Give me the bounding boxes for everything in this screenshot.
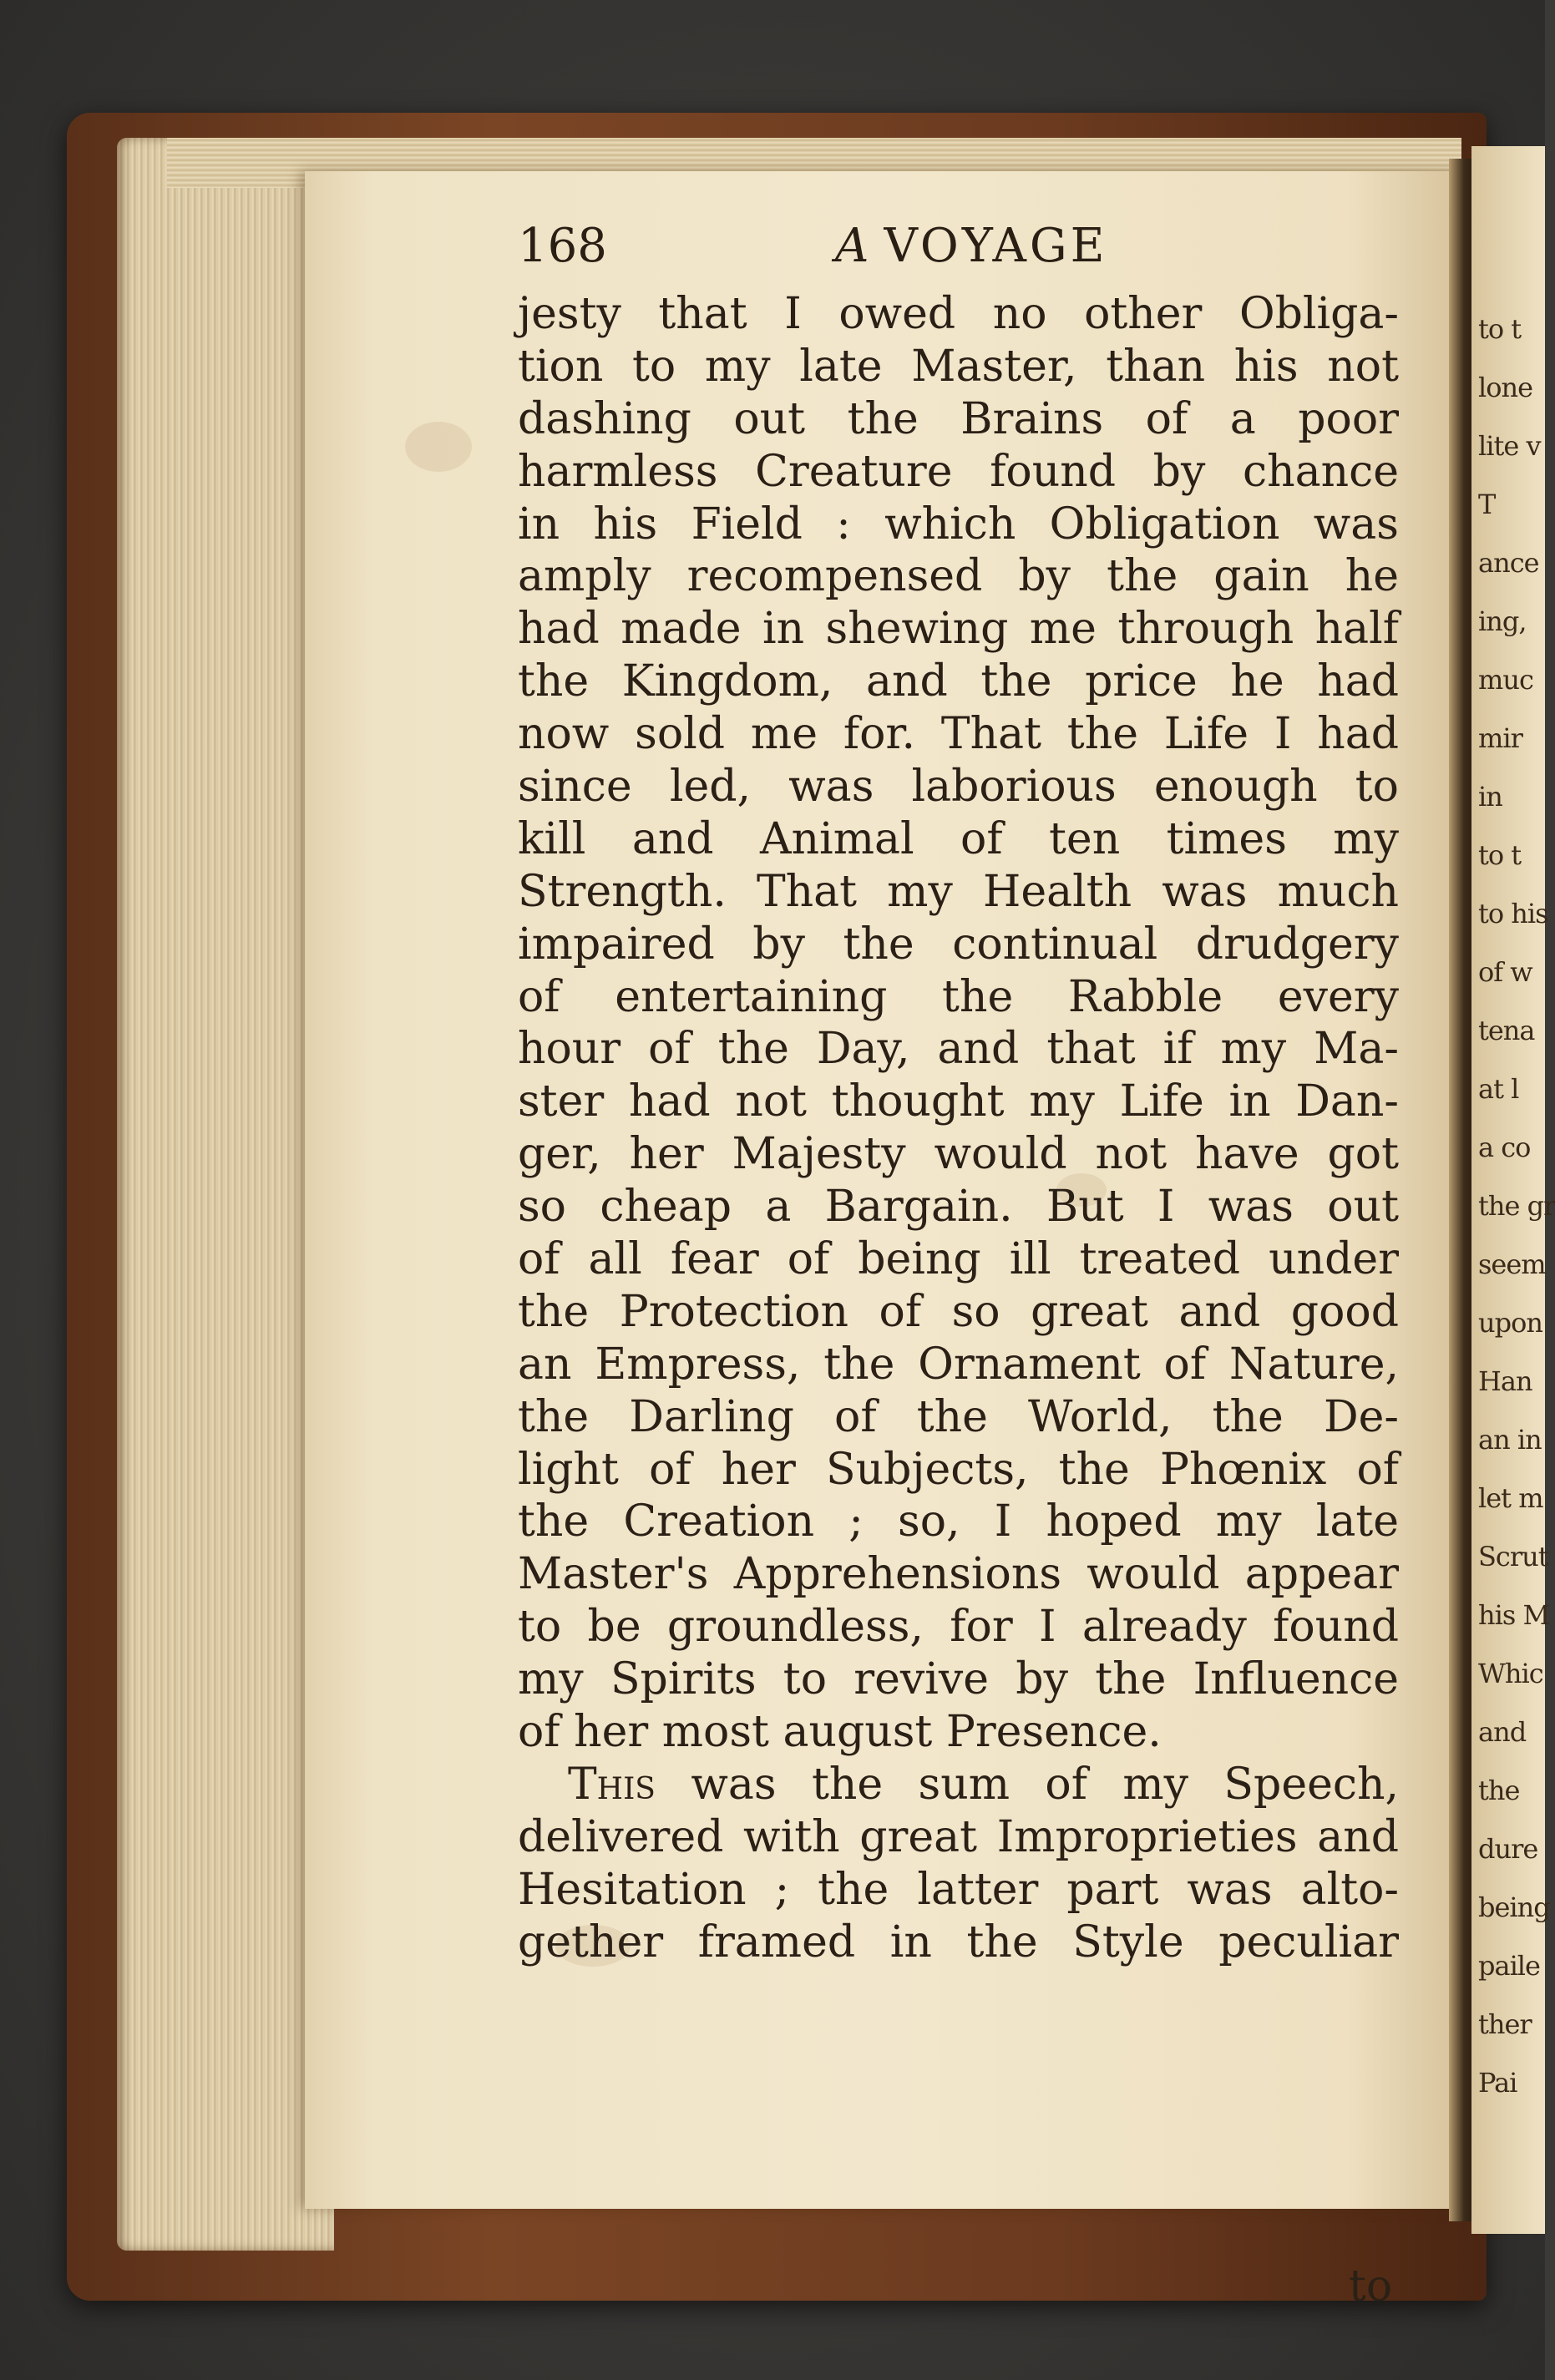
facing-fragment: Han	[1478, 1365, 1532, 1397]
text-line: Master's Apprehensions would appear	[518, 1549, 1399, 1600]
facing-page	[1471, 146, 1555, 2234]
text-line: to be groundless, for I already found	[518, 1602, 1399, 1653]
text-line: gether framed in the Style peculiar	[518, 1917, 1399, 1967]
facing-fragment: Pai	[1478, 2067, 1517, 2099]
facing-fragment: at l	[1478, 1073, 1519, 1105]
facing-fragment: dure	[1478, 1833, 1538, 1865]
gutter	[1449, 159, 1474, 2221]
facing-fragment: muc	[1478, 664, 1533, 696]
text-line: amply recompensed by the gain he	[518, 551, 1399, 602]
text-line: of all fear of being ill treated under	[518, 1234, 1399, 1285]
facing-fragment: seem	[1478, 1248, 1546, 1280]
text-line: the Creation ; so, I hoped my late	[518, 1496, 1399, 1547]
text-line: hour of the Day, and that if my Ma-	[518, 1024, 1399, 1075]
text-line: in his Field : which Obligation was	[518, 499, 1399, 549]
facing-fragment: being	[1478, 1891, 1550, 1923]
page-header	[518, 219, 1436, 294]
text-line: an Empress, the Ornament of Nature,	[518, 1339, 1399, 1390]
text-line: harmless Creature found by chance	[518, 446, 1399, 497]
text-line: the Kingdom, and the price he had	[518, 656, 1399, 707]
facing-fragment: to t	[1478, 839, 1522, 871]
facing-fragment: tena	[1478, 1015, 1535, 1046]
facing-fragment: the	[1478, 1775, 1520, 1806]
page-edges	[117, 138, 334, 2251]
facing-fragment: Whic	[1478, 1658, 1543, 1689]
text-line: light of her Subjects, the Phœnix of	[518, 1444, 1399, 1495]
text-line: of entertaining the Rabble every	[518, 971, 1399, 1022]
text-line: ster had not thought my Life in Dan-	[518, 1076, 1399, 1127]
text-line: kill and Animal of ten times my	[518, 813, 1399, 864]
text-line: dashing out the Brains of a poor	[518, 393, 1399, 444]
facing-fragment: T	[1478, 489, 1496, 520]
facing-fragment: of w	[1478, 956, 1532, 988]
para-initial-word: This	[568, 1759, 656, 1810]
page-number: 168	[518, 219, 607, 273]
catchword-text: to	[1349, 2261, 1393, 2312]
facing-fragment: in	[1478, 781, 1502, 813]
facing-fragment: lone	[1478, 372, 1533, 403]
text-line: my Spirits to revive by the Influence	[518, 1654, 1399, 1705]
facing-fragment: mir	[1478, 722, 1522, 754]
facing-fragment: to his	[1478, 898, 1548, 929]
text-line: the Darling of the World, the De-	[518, 1391, 1399, 1442]
text-line-rest: was the sum of my Speech,	[691, 1759, 1400, 1810]
body-text	[518, 288, 1399, 1969]
text-line: impaired by the continual drudgery	[518, 919, 1399, 970]
text-line: had made in shewing me through half	[518, 604, 1399, 655]
facing-fragment: the gr	[1478, 1190, 1555, 1222]
text-line: of her most august Presence.	[518, 1707, 1162, 1758]
facing-fragment: a co	[1478, 1132, 1531, 1163]
text-line: jesty that I owed no other Obliga-	[518, 289, 1399, 339]
text-line: delivered with great Improprieties and	[518, 1811, 1399, 1862]
facing-fragment: paile	[1478, 1950, 1540, 1982]
text-line: ger, her Majesty would not have got	[518, 1129, 1399, 1180]
text-line: so cheap a Bargain. But I was out	[518, 1182, 1399, 1233]
facing-fragment: let m	[1478, 1482, 1543, 1514]
text-line	[518, 1759, 1399, 1811]
facing-fragment: ing,	[1478, 605, 1527, 637]
facing-fragment: ance	[1478, 547, 1539, 579]
facing-fragment: Scrut	[1478, 1541, 1548, 1572]
text-line: now sold me for. That the Life I had	[518, 709, 1399, 760]
facing-fragment: to t	[1478, 313, 1522, 345]
text-line: tion to my late Master, than his not	[518, 341, 1399, 392]
text-line: Strength. That my Health was much	[518, 866, 1399, 917]
facing-fragment: his M	[1478, 1599, 1550, 1631]
facing-fragment: lite v	[1478, 430, 1541, 462]
facing-fragment: an in	[1478, 1424, 1542, 1456]
text-line: since led, was laborious enough to	[518, 762, 1399, 813]
text-line: the Protection of so great and good	[518, 1286, 1399, 1337]
facing-fragment: ther	[1478, 2008, 1532, 2040]
text-line: Hesitation ; the latter part was alto-	[518, 1864, 1399, 1915]
facing-fragment: and	[1478, 1716, 1527, 1748]
facing-fragment: upon	[1478, 1307, 1542, 1339]
running-head: A VOYAGE	[835, 219, 1108, 273]
